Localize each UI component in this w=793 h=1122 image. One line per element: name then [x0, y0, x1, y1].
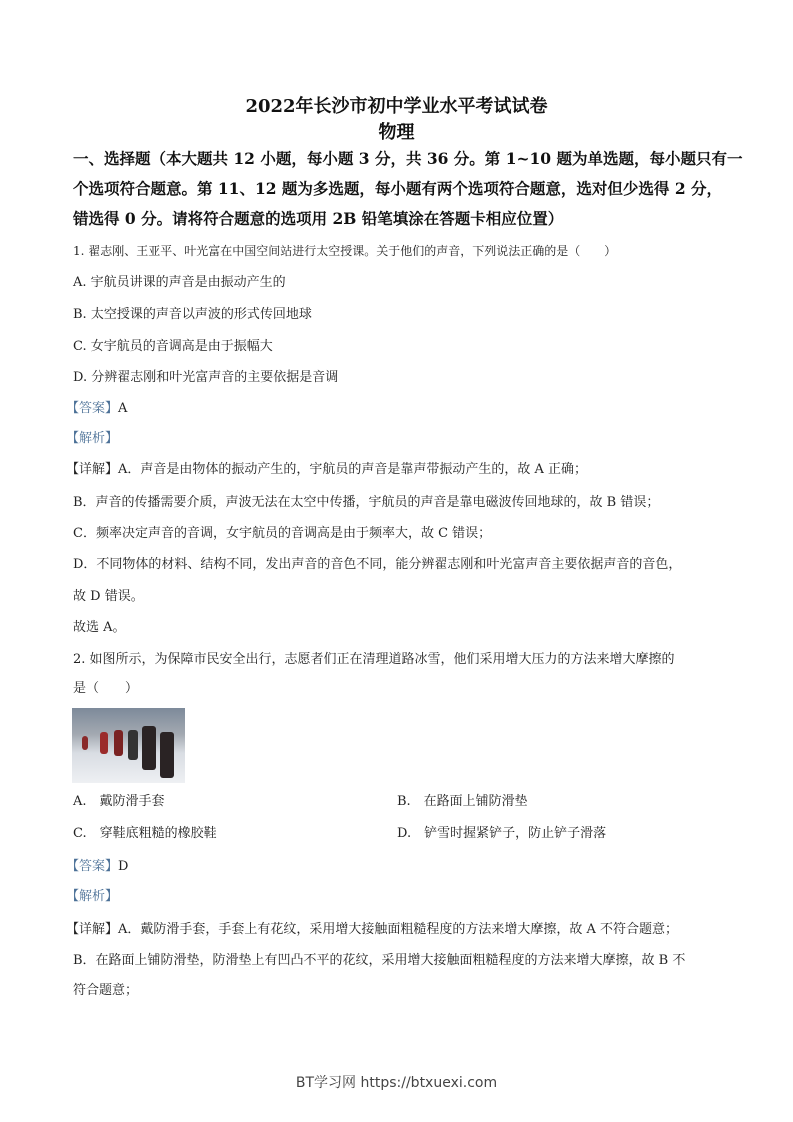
analysis-tag: 【解析】 [66, 889, 119, 904]
option: A. 戴防滑手套 [73, 794, 165, 809]
answer-line [66, 859, 128, 875]
option: B. 太空授课的声音以声波的形式传回地球 [73, 307, 312, 322]
detail-line: D．不同物体的材料、结构不同，发出声音的音色不同，能分辨翟志刚和叶光富声音主要依据声音的音色， [73, 557, 682, 572]
answer-line [66, 401, 127, 417]
answer-tag: 【答案】 [66, 859, 119, 874]
detail-line: B．在路面上铺防滑垫，防滑垫上有凹凸不平的花纹，采用增大接触面粗糙程度的方法来增大摩擦，故 B 不 [73, 953, 686, 968]
detail-line: 【详解】A．声音是由物体的振动产生的，宇航员的声音是靠声带振动产生的，故 A 正确； [66, 462, 588, 477]
section-heading: 个选项符合题意。第 11、12 题为多选题，每小题有两个选项符合题意，选对但少选得 2 分， [73, 179, 723, 198]
option: C. 穿鞋底粗糙的橡胶鞋 [73, 826, 217, 841]
detail-line: 故选 A。 [73, 620, 126, 635]
section-heading: 一、选择题（本大题共 12 小题，每小题 3 分，共 36 分。第 1~10 题为单选题，每小题只有一 [73, 149, 743, 168]
question-stem: 是（ ） [73, 681, 139, 696]
option: D. 分辨翟志刚和叶光富声音的主要依据是音调 [73, 370, 339, 385]
option: B. 在路面上铺防滑垫 [397, 794, 528, 809]
option: D. 铲雪时握紧铲子，防止铲子滑落 [397, 826, 607, 841]
answer-tag: 【答案】 [66, 401, 119, 416]
snow-clearing-photo [72, 708, 185, 783]
detail-line: 故 D 错误。 [73, 589, 144, 604]
section-heading: 错选得 0 分。请将符合题意的选项用 2B 铅笔填涂在答题卡相应位置） [73, 209, 564, 228]
analysis-tag: 【解析】 [66, 431, 119, 446]
subject-title: 物理 [378, 122, 415, 143]
detail-line: B．声音的传播需要介质，声波无法在太空中传播，宇航员的声音是靠电磁波传回地球的，故 B 错误； [73, 495, 660, 510]
option: C. 女宇航员的音调高是由于振幅大 [73, 339, 273, 354]
detail-line: 【详解】A．戴防滑手套，手套上有花纹，采用增大接触面粗糙程度的方法来增大摩擦，故 A 不符合题意； [66, 922, 679, 937]
doc-title: 2022年长沙市初中学业水平考试试卷 [245, 96, 548, 117]
option: A. 宇航员讲课的声音是由振动产生的 [73, 275, 286, 290]
answer: D [118, 859, 129, 874]
question-stem: 2. 如图所示，为保障市民安全出行，志愿者们正在清理道路冰雪，他们采用增大压力的方法来增大摩擦的 [73, 652, 675, 667]
answer: A [118, 401, 128, 416]
detail-line: 符合题意； [73, 983, 139, 998]
detail-line: C．频率决定声音的音调，女宇航员的音调高是由于频率大，故 C 错误； [73, 526, 492, 541]
question-stem: 1. 翟志刚、王亚平、叶光富在中国空间站进行太空授课。关于他们的声音，下列说法正确的是（ ） [73, 244, 617, 258]
footer-watermark: BT学习网 https://btxuexi.com [295, 1075, 498, 1091]
